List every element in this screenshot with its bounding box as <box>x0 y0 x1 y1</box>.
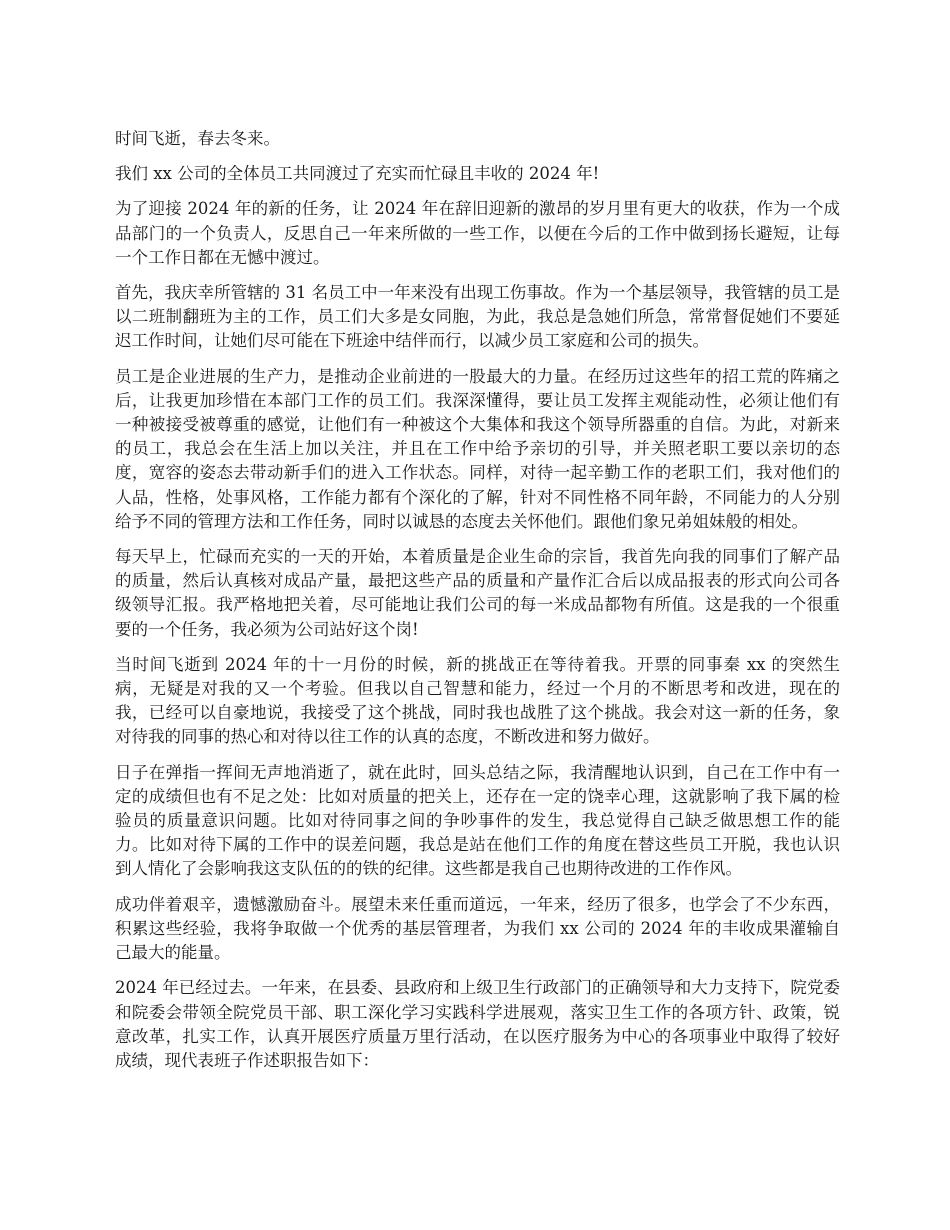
paragraph-report-intro: 2024 年已经过去。一年来，在县委、县政府和上级卫生行政部门的正确领导和大力支持下，院党委和院委会带领全院党员干部、职工深化学习实践科学进展观，落实卫生工作的各项方针、政策，锐意改革，扎实工作，认真开展医疗质量万里行活动，在以医疗服务为中心的各项事业中取得了较好成绩，现代表班子作述职报告如下： <box>115 978 840 1070</box>
paragraph-quality: 每天早上，忙碌而充实的一天的开始，本着质量是企业生命的宗旨，我首先向我的同事们了解产品的质量，然后认真核对成品产量，最把这些产品的质量和产量作汇合后以成品报表的形式向公司各级领导汇报。我严格地把关着，尽可能地让我们公司的每一米成品都物有所值。这是我的一个很重要的一个任务，我必须为公司站好这个岗! <box>115 547 840 639</box>
paragraph-shortcomings: 日子在弹指一挥间无声地消逝了，就在此时，回头总结之际，我清醒地认识到，自己在工作中有一定的成绩但也有不足之处：比如对质量的把关上，还存在一定的饶幸心理，这就影响了我下属的检验员的质量意识问题。比如对待同事之间的争吵事件的发生，我总觉得自己缺乏做思想工作的能力。比如对待下属的工作中的误差问题，我总是站在他们工作的角度在替这些员工开脱，我也认识到人情化了会影响我这支队伍的的铁的纪律。这些都是我自己也期待改进的工作作风。 <box>115 762 840 879</box>
paragraph-year-summary: 我们 xx 公司的全体员工共同渡过了充实而忙碌且丰收的 2024 年! <box>115 164 600 184</box>
paragraph-staff: 员工是企业进展的生产力，是推动企业前进的一股最大的力量。在经历过这些年的招工荒的阵痛之后，让我更加珍惜在本部门工作的员工们。我深深懂得，要让员工发挥主观能动性，必须让他们有一种被接受被尊重的感觉，让他们有一种被这个大集体和我这个领导所器重的自信。为此，对新来的员工，我总会在生活上加以关注，并且在工作中给予亲切的引导，并关照老职工要以亲切的态度，宽容的姿态去带动新手们的进入工作状态。同样，对待一起辛勤工作的老职工们，我对他们的人品，性格，处事风格，工作能力都有个深化的了解，针对不同性格不同年龄，不同能力的人分别给予不同的管理方法和工作任务，同时以诚恳的态度去关怀他们。跟他们象兄弟姐妹般的相处。 <box>115 366 840 531</box>
paragraph-safety: 首先，我庆幸所管辖的 31 名员工中一年来没有出现工伤事故。作为一个基层领导，我管辖的员工是以二班制翻班为主的工作，员工们大多是女同胞，为此，我总是急她们所急，常常督促她们不要延迟工作时间，让她们尽可能在下班途中结伴而行，以减少员工家庭和公司的损失。 <box>115 283 840 351</box>
paragraph-purpose: 为了迎接 2024 年的新的任务，让 2024 年在辞旧迎新的激昂的岁月里有更大的收获，作为一个成品部门的一个负责人，反思自己一年来所做的一些工作，以便在今后的工作中做到扬长避短，让每一个工作日都在无憾中渡过。 <box>115 199 840 267</box>
paragraph-challenge: 当时间飞逝到 2024 年的十一月份的时候，新的挑战正在等待着我。开票的同事秦 xx 的突然生病，无疑是对我的又一个考验。但我以自己智慧和能力，经过一个月的不断思考和改进，现在的我，已经可以自豪地说，我接受了这个挑战，同时我也战胜了这个挑战。我会对这一新的任务，象对待我的同事的热心和对待以往工作的认真的态度，不断改进和努力做好。 <box>115 654 840 747</box>
document-body <box>115 127 840 1084</box>
paragraph-outlook: 成功伴着艰辛，遗憾激励奋斗。展望未来任重而道远，一年来，经历了很多，也学会了不少东西，积累这些经验，我将争取做一个优秀的基层管理者，为我们 xx 公司的 2024 年的丰收成果灌输自己最大的能量。 <box>115 894 840 963</box>
paragraph-opening: 时间飞逝，春去冬来。 <box>115 129 280 148</box>
